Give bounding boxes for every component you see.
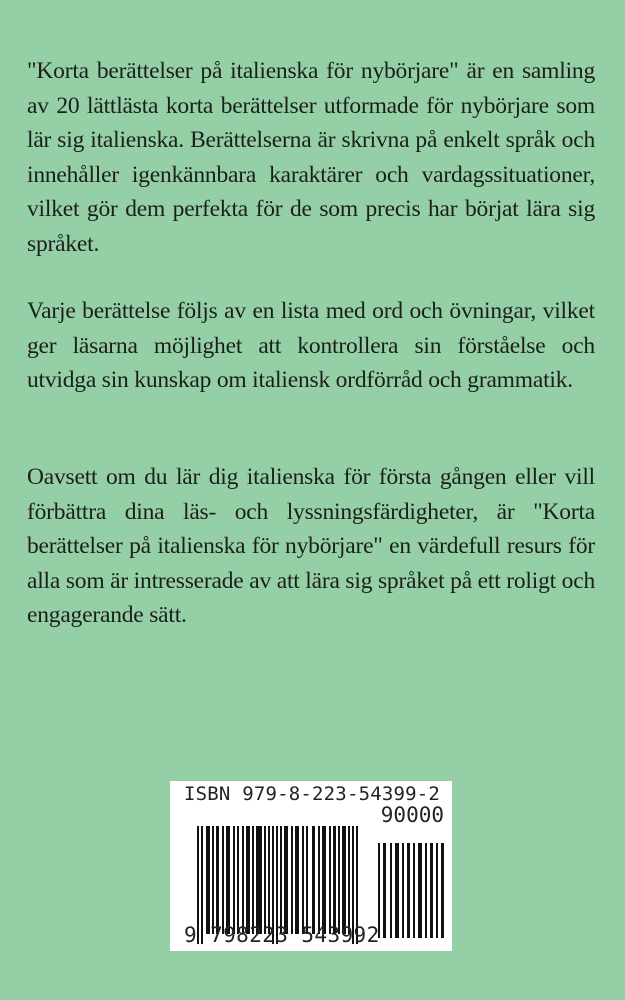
description-paragraph-2: Varje berättelse följs av en lista med ord och övningar, vilket ger läsarna möjlighet att kontrollera sin förståelse och utvidga sin kunskap om italiensk ordförråd och grammatik. [27, 298, 595, 393]
isbn-label: ISBN 979-8-223-54399-2 [184, 783, 441, 805]
description-paragraph-3: Oavsett om du lär dig italienska för första gången eller vill förbättra dina läs- och lyssningsfärdigheter, är "Korta berättelser på italienska för nybörjare" en värdefull resurs för alla som är intresserade av att lära sig språket på ett roligt och engagerande sätt. [27, 464, 595, 628]
price-addon-digits: 90000 [380, 803, 444, 827]
isbn-barcode [170, 781, 452, 951]
description-paragraph-1: "Korta berättelser på italienska för nybörjare" är en samling av 20 lättlästa korta berättelser utformade för nybörjare som lär sig italienska. Berättelserna är skrivna på enkelt språk och innehåller igenkännbara karaktärer och vardagssituationer, vilket gör dem perfekta för de som precis har börjat lära sig språket. [27, 58, 595, 257]
ean-digits: 9 798223 543992 [184, 923, 380, 947]
